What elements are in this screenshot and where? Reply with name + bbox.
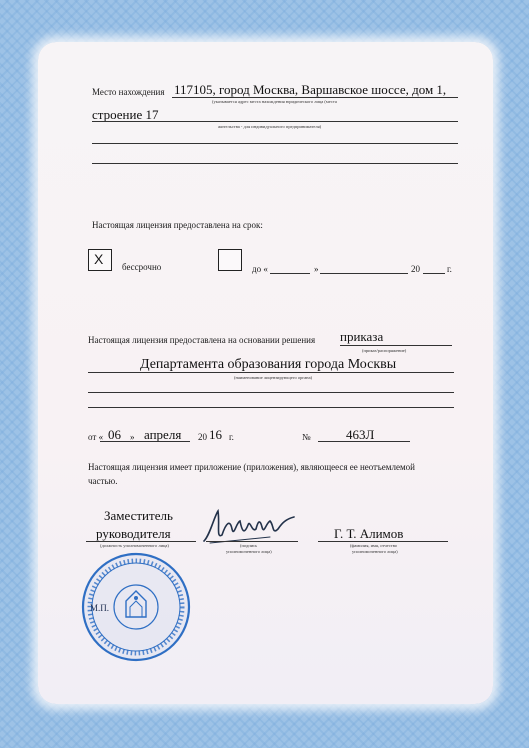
signatory-position-2: руководителя — [96, 526, 171, 541]
checkbox-mark: X — [94, 251, 104, 267]
date-line — [100, 441, 190, 442]
date-prefix: от « — [88, 432, 104, 442]
location-label: Место нахождения — [92, 87, 165, 97]
authority-hint: (наименование лицензирующего органа) — [234, 375, 313, 380]
indefinite-checkbox — [88, 249, 112, 271]
name-line — [318, 541, 448, 542]
location-hint-2: жительства - для индивидуального предпринимателя) — [218, 124, 322, 129]
until-prefix: до « — [252, 264, 268, 274]
decision-hint: (приказ/распоряжение) — [362, 348, 407, 353]
position-line — [86, 541, 196, 542]
term-label: Настоящая лицензия предоставлена на срок: — [92, 220, 263, 230]
date-month: апреля — [144, 427, 182, 442]
authority-line-2 — [88, 392, 454, 393]
decision-type-line — [340, 345, 452, 346]
licensing-authority: Департамента образования города Москвы — [140, 357, 397, 372]
until-year-suffix: г. — [447, 264, 452, 274]
signature-hint-2: уполномоченного лица) — [226, 549, 272, 554]
date-year-prefix: 20 — [198, 432, 207, 442]
date-year: 16 — [209, 427, 222, 442]
name-hint-1: (фамилия, имя, отчество — [350, 543, 398, 548]
location-hint-1: (указывается адрес места нахождения юридического лица (места — [212, 99, 337, 104]
license-number: 463Л — [346, 427, 375, 442]
basis-label: Настоящая лицензия предоставлена на основании решения — [88, 335, 316, 345]
signatory-name: Г. Т. Алимов — [334, 526, 404, 541]
name-hint-2: уполномоченного лица) — [352, 549, 398, 554]
date-year-suffix: г. — [229, 432, 234, 442]
until-mid: » — [314, 264, 319, 274]
until-year-line — [423, 273, 445, 274]
until-day-line — [270, 273, 310, 274]
position-hint: (должность уполномоченного лица) — [100, 543, 169, 548]
number-sign: № — [302, 432, 311, 442]
date-day: 06 — [108, 427, 121, 442]
authority-line-3 — [88, 407, 454, 408]
seal-label: М.П. — [90, 603, 110, 613]
location-underline-3 — [92, 143, 458, 144]
location-underline-1 — [172, 97, 458, 98]
signatory-position-1: Заместитель — [104, 508, 173, 523]
until-year-prefix: 20 — [411, 264, 420, 274]
until-date-checkbox — [218, 249, 242, 271]
appendix-line-2: частью. — [88, 476, 118, 486]
indefinite-label: бессрочно — [122, 262, 162, 272]
date-quote-close: » — [130, 432, 135, 442]
location-underline-4 — [92, 163, 458, 164]
location-value-line1: 117105, город Москва, Варшавское шоссе, дом 1, — [174, 82, 447, 97]
authority-line — [88, 372, 454, 373]
signature-hint-1: (подпись — [240, 543, 258, 548]
decision-type: приказа — [340, 329, 384, 344]
number-line — [318, 441, 410, 442]
signature-line — [206, 541, 298, 542]
until-month-line — [320, 273, 408, 274]
location-underline-2 — [92, 121, 458, 122]
location-value-line2: строение 17 — [92, 107, 159, 122]
appendix-line-1: Настоящая лицензия имеет приложение (приложения), являющееся ее неотъемлемой — [88, 462, 415, 472]
